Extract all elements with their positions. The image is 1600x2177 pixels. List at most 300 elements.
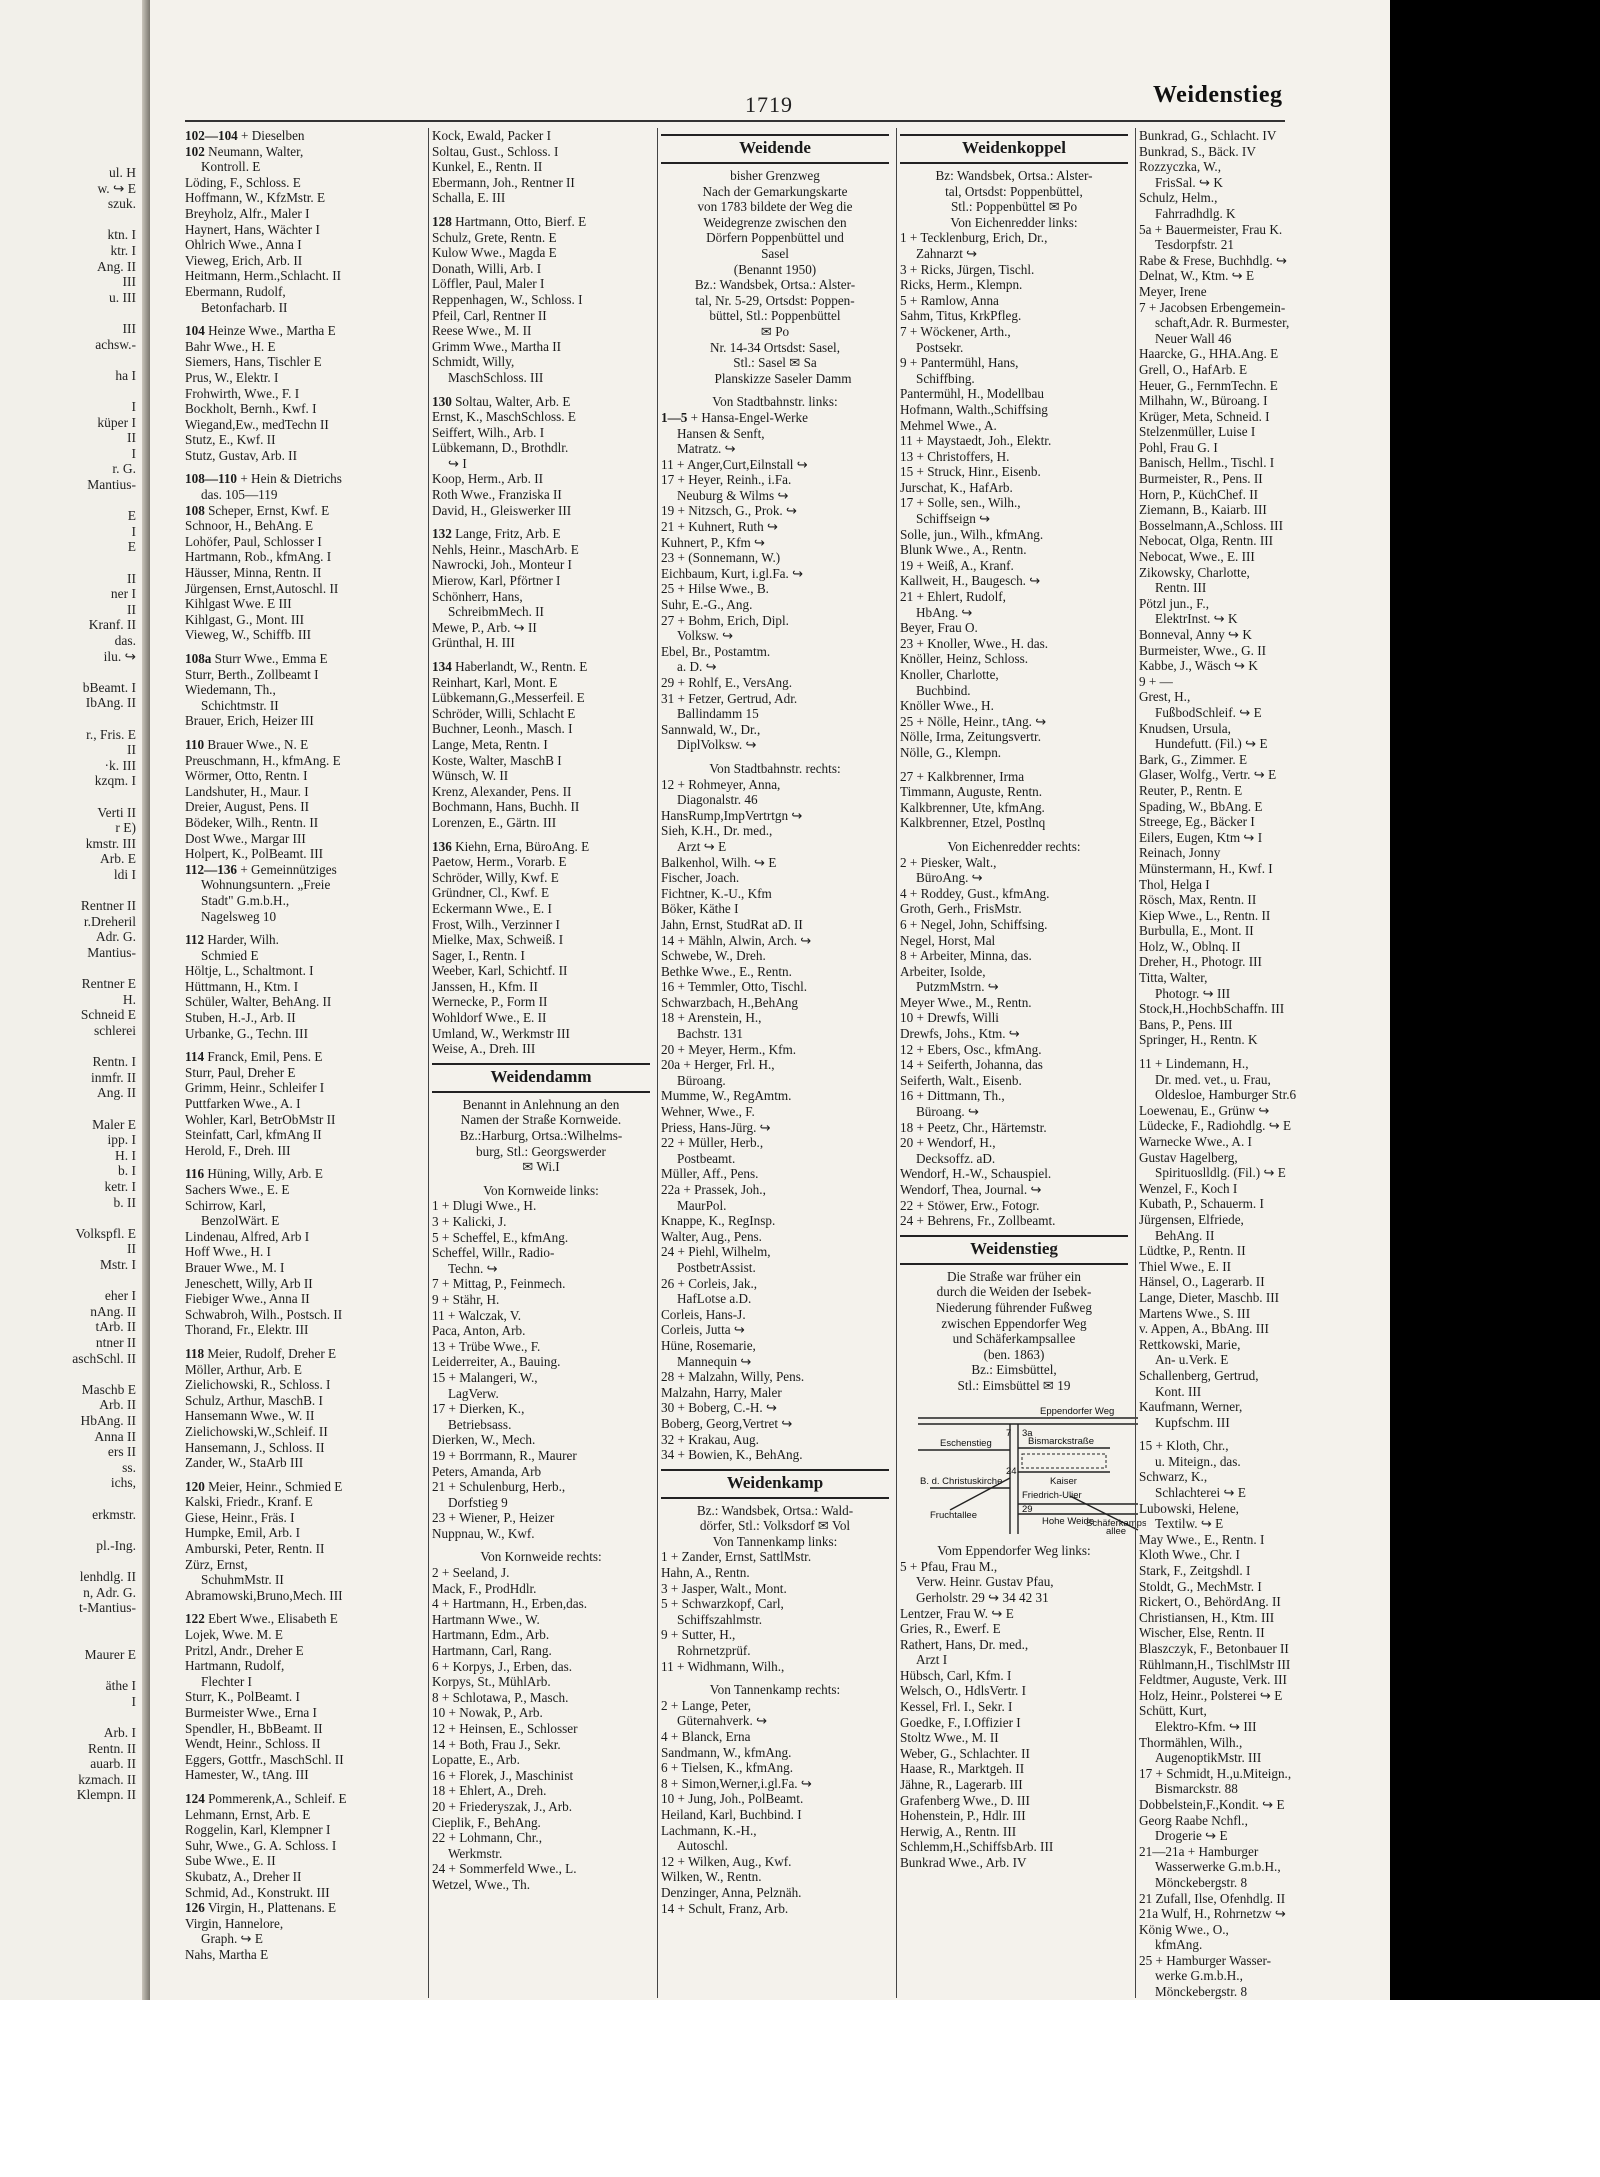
resident-entry: 20a + Herger, Frl. H., [661,1057,775,1073]
resident-entry: Ziemann, B., Kaiarb. III [1139,502,1267,518]
sliver-line: ketr. I [104,1179,136,1194]
street-heading: Weidenstieg [900,1235,1128,1265]
resident-entry: Schmid, Ad., Konstrukt. III [185,1884,330,1900]
resident-entry: Möller, Arthur, Arb. E [185,1361,302,1377]
spacer [185,924,421,932]
sliver-line: b. I [118,1163,136,1179]
resident-entry: 9 + — [1139,673,1173,689]
resident-entry: Lübkemann,G.,Messerfeil. E [432,690,585,706]
sliver-line: tArb. II [95,1319,136,1335]
sliver-line: Anna II [94,1428,136,1444]
map-label: Friedrich-Ulier [1022,1489,1082,1501]
resident-entry: Jeneschett, Willy, Arb II [185,1275,313,1291]
resident-entry: 22a + Prassek, Joh., [661,1182,766,1197]
resident-entry: 5 + Pfau, Frau M., [900,1558,998,1574]
resident-entry: Bunkrad, G., Schlacht. IV [1139,128,1277,143]
resident-entry: HafLotse a.D. [677,1291,752,1307]
resident-entry: Schnoor, H., BehAng. E [185,518,314,534]
house-number-entry: 108—110 + Hein & Dietrichs [185,471,342,487]
resident-entry: 24 + Behrens, Fr., Zollbeamt. [900,1213,1056,1229]
sliver-line: ha I [115,367,136,383]
resident-entry: 3 + Kalicki, J. [432,1214,507,1229]
resident-entry: 21 Zufall, Ilse, Ofenhdlg. II [1139,1890,1286,1906]
street-note: dörfer, Stl.: Volksdorf ✉ Vol [699,1518,851,1534]
resident-entry: 2 + Seeland, J. [432,1565,510,1581]
resident-entry: Herold, F., Dreh. III [185,1142,291,1158]
street-heading: Weidende [661,134,889,164]
resident-entry: PutzmMstrn. ↪ [916,979,999,995]
resident-entry: Pantermühl, H., Modellbau [900,386,1044,402]
resident-entry: Weise, A., Dreh. III [432,1041,536,1057]
resident-entry: Hansemann, J., Schloss. II [185,1439,325,1455]
resident-entry: Schönherr, Hans, [432,588,523,604]
sliver-line: E [127,508,136,524]
resident-entry: Wendorf, H.-W., Schauspiel. [900,1166,1052,1182]
resident-entry: Stoldt, G., MechMstr. I [1139,1578,1262,1594]
street-note: Stl.: Sasel ✉ Sa [733,355,817,371]
resident-entry: u. Miteign., das. [1155,1453,1241,1469]
resident-entry: 11 + Anger,Curt,Eilnstall ↪ [661,456,808,472]
street-note: Von Eichenredder rechts: [947,838,1081,854]
resident-entry: Suhr, E.-G., Ang. [661,597,753,613]
street-note: (Benannt 1950) [733,261,817,277]
resident-entry: Mierow, Karl, Pförtner I [432,573,561,589]
resident-entry: Reppenhagen, W., Schloss. I [432,291,583,307]
street-note: Von Stadtbahnstr. rechts: [709,760,841,776]
resident-entry: Lorenzen, E., Gärtn. III [432,814,557,830]
resident-entry: Textilw. ↪ E [1155,1516,1224,1532]
resident-entry: Wünsch, W. II [432,768,509,784]
resident-entry: Rathert, Hans, Dr. med., [900,1636,1029,1652]
resident-entry: Fischer, Joach. [661,870,740,886]
resident-entry: Jahn, Ernst, StudRat aD. II [661,916,803,932]
resident-entry: 1 + Dlugi Wwe., H. [432,1198,537,1214]
resident-entry: 12 + Wilken, Aug., Kwf. [661,1853,792,1869]
resident-entry: 23 + Knoller, Wwe., H. das. [900,635,1049,651]
resident-entry: Kubath, P., Schauerm. I [1139,1196,1264,1212]
resident-entry: Rösch, Max, Rentn. II [1139,892,1257,908]
resident-entry: Löding, F., Schloss. E [185,174,301,190]
house-number-entry: 122 Ebert Wwe., Elisabeth E [185,1611,338,1627]
resident-entry: Beyer, Frau O. [900,620,978,636]
resident-entry: Autoschl. [677,1838,728,1854]
book-gutter [142,0,150,2000]
resident-entry: Lüdtke, P., Rentn. II [1139,1243,1246,1259]
resident-entry: Abramowski,Bruno,Mech. III [185,1587,343,1603]
resident-entry: Stoltz Wwe., M. II [900,1730,999,1746]
resident-entry: Frost, Wilh., Verzinner I [432,916,560,932]
resident-entry: 34 + Bowien, K., BehAng. [661,1447,803,1463]
resident-entry: Hartmann, Rob., kfmAng. I [185,549,332,565]
resident-entry: 5 + Scheffel, E., kfmAng. [432,1229,569,1245]
header-rule [185,120,1285,122]
resident-entry: Koste, Walter, MaschB I [432,752,562,768]
resident-entry: Breyholz, Alfr., Maler I [185,205,310,221]
resident-entry: Schiffseign ↪ [916,511,991,527]
street-note: ✉ Wi.I [522,1159,560,1175]
resident-entry: Sieh, K.H., Dr. med., [661,823,773,839]
street-note: ✉ Po [760,323,790,339]
sliver-line: Kranf. II [88,617,136,633]
resident-entry: Schwarzbach, H.,BehAng [661,994,798,1010]
resident-entry: Spading, W., BbAng. E [1139,798,1263,814]
resident-entry: Weeber, Karl, Schichtf. II [432,963,568,979]
resident-entry: Hübsch, Carl, Kfm. I [900,1667,1012,1683]
sliver-line: Maler E [92,1116,136,1132]
house-number-entry: 102 Neumann, Walter, [185,143,304,159]
sliver-line: HbAng. II [80,1413,136,1428]
resident-entry: Dreier, August, Pens. II [185,799,309,815]
resident-entry: Hundefutt. (Fil.) ↪ E [1155,736,1268,752]
street-note: zwischen Eppendorfer Weg [941,1315,1087,1331]
sliver-line: Adr. G. [95,929,136,945]
resident-entry: Hartmann, Edm., Arb. [432,1627,550,1643]
resident-entry: Knudsen, Ursula, [1139,720,1231,736]
house-number-entry: 136 Kiehn, Erna, BüroAng. E [432,838,590,854]
column-divider [1135,128,1136,1998]
resident-entry: Loewenau, E., Grünw ↪ [1139,1102,1270,1118]
resident-entry: Urbanke, G., Techn. III [185,1025,308,1041]
sliver-line: Rentn. II [88,1740,136,1756]
resident-entry: Warnecke Wwe., A. I [1139,1134,1252,1149]
resident-entry: Seiffert, Wilh., Arb. I [432,424,545,440]
resident-entry: Hänsel, O., Lagerarb. II [1139,1274,1265,1290]
resident-entry: Lojek, Wwe. M. E [185,1627,283,1643]
resident-entry: König Wwe., O., [1139,1921,1229,1937]
resident-entry: Rabe & Frese, Buchhdlg. ↪ [1139,252,1288,268]
resident-entry: Hansen & Senft, [677,425,765,441]
resident-entry: 22 + Lohmann, Chr., [432,1830,543,1846]
sliver-line: E [127,539,136,555]
resident-entry: Martens Wwe., S. III [1139,1305,1251,1321]
street-note: Sasel [761,245,789,261]
resident-entry: Prus, W., Elektr. I [185,369,279,385]
sliver-line: auarb. II [90,1756,136,1772]
resident-entry: May Wwe., E., Rentn. I [1139,1531,1265,1547]
column-3 [661,128,889,1916]
resident-entry: Reinhart, Karl, Mont. E [432,674,558,690]
resident-entry: Korpys, St., MühlArb. [432,1674,551,1690]
resident-entry: 2 + Piesker, Walt., [900,854,997,870]
spacer [432,386,650,394]
street-note: und Schäferkampsallee [952,1331,1076,1347]
running-head: Weidenstieg [1153,82,1283,108]
resident-entry: 1 + Tecklenburg, Erich, Dr., [900,230,1048,246]
sliver-line: ntner II [95,1335,136,1350]
resident-entry: Schichtmstr. II [201,697,279,713]
resident-entry: Bunkrad, S., Bäck. IV [1139,143,1256,159]
resident-entry: Feldtmer, Auguste, Verk. III [1139,1672,1287,1688]
resident-entry: Walter, Aug., Pens. [661,1228,762,1244]
resident-entry: Bödeker, Wilh., Rentn. II [185,814,319,830]
resident-entry: Büroang. [677,1072,726,1088]
spacer [185,729,421,737]
resident-entry: Dorfstieg 9 [448,1494,508,1510]
street-heading: Weidenkamp [661,1469,889,1499]
street-sketch-map [910,1400,1146,1534]
street-note: Bz.: Wandsbek, Ortsa.: Alster- [694,277,856,293]
house-number-entry: 110 Brauer Wwe., N. E [185,736,309,752]
spacer [185,643,421,651]
resident-entry: 16 + Florek, J., Maschinist [432,1767,574,1783]
sliver-line: Arb. E [100,851,136,867]
resident-entry: Schirrow, Karl, [185,1197,266,1213]
resident-entry: Siemers, Hans, Tischler E [185,354,322,370]
resident-entry: Ballindamm 15 [677,706,759,722]
resident-entry: Wasserwerke G.m.b.H., [1155,1859,1281,1875]
sliver-line: inmfr. II [91,1069,136,1085]
resident-entry: Skubatz, A., Dreher II [185,1868,302,1884]
resident-entry: 27 + Kalkbrenner, Irma [900,768,1025,784]
resident-entry: Bosselmann,A.,Schloss. III [1139,517,1283,533]
resident-entry: Herwig, A., Rentn. III [900,1823,1017,1839]
spacer [1139,1430,1364,1438]
resident-entry: 16 + Dittmann, Th., [900,1088,1005,1104]
resident-entry: Schlemm,H.,SchiffsbArb. III [900,1839,1054,1855]
resident-entry: ElektrInst. ↪ K [1155,611,1238,627]
sliver-line: Schneid E [80,1007,136,1023]
sliver-line: das. [114,633,136,648]
spacer [432,518,650,526]
sliver-line: ichs, [110,1475,136,1491]
sliver-line: ss. [122,1459,136,1475]
resident-entry: Bunkrad Wwe., Arb. IV [900,1855,1027,1870]
resident-entry: 21a Wulf, H., Rohrnetzw ↪ [1139,1906,1286,1922]
resident-entry: Stark, F., Zeitgshdl. I [1139,1563,1251,1579]
resident-entry: Cieplik, F., BehAng. [432,1814,541,1830]
resident-entry: Streege, Eg., Bäcker I [1139,814,1255,830]
sliver-line: ers II [107,1444,136,1460]
sliver-line: nAng. II [90,1303,136,1319]
resident-entry: 12 + Ebers, Osc., kfmAng. [900,1041,1042,1057]
resident-entry: Holpert, K., PolBeamt. III [185,846,324,862]
resident-entry: Wendorf, Thea, Journal. ↪ [900,1182,1042,1197]
spacer [185,1783,421,1791]
resident-entry: Lopatte, E., Arb. [432,1752,520,1768]
resident-entry: 18 + Arenstein, H., [661,1010,762,1026]
resident-entry: Schwebe, W., Dreh. [661,948,766,964]
street-note: (ben. 1863) [983,1346,1045,1362]
map-label: B. d. Christuskirche [920,1475,1003,1487]
street-note: Von Kornweide links: [483,1182,599,1198]
resident-entry: FußbodSchleif. ↪ E [1155,704,1262,720]
resident-entry: 18 + Ehlert, A., Dreh. [432,1783,547,1799]
resident-entry: Leiderreiter, A., Bauing. [432,1354,561,1370]
resident-entry: Nebocat, Olga, Rentn. III [1139,533,1274,549]
resident-entry: 11 + Widhmann, Wilh., [661,1658,785,1674]
resident-entry: Hohenstein, P., Hdlr. III [900,1808,1026,1824]
street-note: Namen der Straße Kornweide. [460,1112,622,1128]
map-rail-marking [1022,1454,1106,1468]
spacer [900,761,1128,769]
resident-entry: Dobbelstein,F.,Kondit. ↪ E [1139,1796,1285,1812]
sliver-line: kzqm. I [94,773,136,789]
resident-entry: 32 + Krakau, Aug. [661,1431,759,1447]
resident-entry: 12 + Heinsen, E., Schlosser [432,1721,578,1736]
resident-entry: Höltje, L., Schaltmont. I [185,963,314,979]
resident-entry: Schwabroh, Wilh., Postsch. II [185,1306,343,1322]
resident-entry: Vieweg, W., Schiffb. III [185,627,312,643]
resident-entry: 25 + Hilse Wwe., B. [661,581,769,597]
resident-entry: Arbeiter, Isolde, [900,963,986,979]
sliver-line: b. II [113,1194,136,1210]
resident-entry: ↪ I [448,455,467,471]
street-note: Dörfern Poppenbüttel und [706,230,844,246]
resident-entry: Burmeister Wwe., Erna I [185,1705,317,1720]
spacer [661,1674,889,1682]
house-number-entry: 126 Virgin, H., Plattenans. E [185,1900,337,1916]
resident-entry: Boberg, Georg,Vertret ↪ [661,1415,793,1431]
resident-entry: 16 + Temmler, Otto, Tischl. [661,979,808,995]
resident-entry: 6 + Negel, John, Schiffsing. [900,916,1048,932]
resident-entry: 19 + Weiß, A., Kranf. [900,557,1014,573]
resident-entry: Nuppnau, W., Kwf. [432,1525,535,1541]
resident-entry: Mehmel Wwe., A. [900,417,997,433]
house-number-entry: 118 Meier, Rudolf, Dreher E [185,1345,337,1361]
resident-entry: Sahm, Titus, KrkPfleg. [900,308,1022,324]
resident-entry: 5a + Bauermeister, Frau K. [1139,221,1283,237]
spacer [432,831,650,839]
resident-entry: 11 + Maystaedt, Joh., Elektr. [900,433,1052,449]
resident-entry: Werkmstr. [448,1845,503,1861]
sliver-line: Rentn. I [92,1054,136,1070]
sliver-line: I [131,399,136,414]
house-number-entry: 120 Meier, Heinr., Schmied E [185,1478,343,1494]
map-label: Hohe Weide [1042,1515,1095,1527]
resident-entry: Lindenau, Alfred, Arb I [185,1228,310,1244]
resident-entry: Schiffbing. [916,370,975,386]
spacer [661,753,889,761]
street-note: Bz.: Wandsbek, Ortsa.: Wald- [696,1502,854,1518]
resident-entry: Wiedemann, Th., [185,682,276,698]
resident-entry: Sturr, Paul, Dreher E [185,1064,296,1080]
resident-entry: Reese Wwe., M. II [432,323,532,339]
resident-entry: Krenz, Alexander, Pens. II [432,783,572,799]
resident-entry: Pfeil, Carl, Rentner II [432,307,547,323]
spacer [661,386,889,394]
resident-entry: LagVerw. [448,1385,499,1401]
house-number-entry: 112—136 + Gemeinnütziges [185,861,337,877]
resident-entry: Wohler, Karl, BetrObMstr II [185,1111,336,1127]
resident-entry: das. 105—119 [201,487,278,503]
sliver-line: w. ↪ E [97,180,136,196]
resident-entry: DiplVolksw. ↪ [677,737,757,753]
resident-entry: Stadt" G.m.b.H., [201,892,290,908]
resident-entry: Kessel, Frl. I., Sekr. I [900,1699,1013,1715]
resident-entry: Puttfarken Wwe., A. I [185,1096,301,1112]
resident-entry: Jurschat, K., HafArb. [900,479,1013,495]
resident-entry: Corleis, Jutta ↪ [661,1322,745,1338]
sliver-line: kmstr. III [85,835,136,851]
resident-entry: Schröder, Willy, Kwf. E [432,869,559,885]
street-note: Von Tannenkamp links: [712,1533,838,1549]
map-label: allee [1106,1525,1127,1534]
sliver-line: III [122,321,136,336]
resident-entry: Wendt, Heinr., Schloss. II [185,1736,321,1752]
resident-entry: Hartmann, Rudolf, [185,1658,285,1674]
resident-entry: Georg Raabe Nchfl., [1139,1812,1248,1828]
resident-entry: Kont. III [1155,1383,1202,1399]
resident-entry: Rühlmann,H., TischlMstr III [1139,1656,1291,1672]
street-note: Bz: Wandsbek, Ortsa.: Alster- [935,168,1093,183]
resident-entry: 30 + Boberg, C.-H. ↪ [661,1400,778,1416]
street-note: durch die Weiden der Isebek- [936,1284,1092,1300]
resident-entry: 13 + Christoffers, H. [900,448,1010,464]
resident-entry: Eichbaum, Kurt, i.gl.Fa. ↪ [661,565,804,581]
resident-entry: 9 + Stähr, H. [432,1291,500,1307]
sliver-line: Arb. II [99,1397,136,1413]
resident-entry: Lubowski, Helene, [1139,1500,1239,1516]
resident-entry: Horn, P., KüchChef. II [1139,486,1259,502]
resident-entry: 17 + Solle, sen., Wilh., [900,495,1021,511]
resident-entry: Knappe, K., RegInsp. [661,1213,776,1229]
sliver-line: IbAng. II [85,695,136,711]
sliver-line: äthe I [105,1678,136,1694]
resident-entry: Stuben, H.-J., Arb. II [185,1010,296,1026]
resident-entry: Groth, Gerh., FrisMstr. [900,901,1022,917]
resident-entry: Sannwald, W., Dr., [661,721,761,737]
street-note: büttel, Stl.: Poppenbüttel [709,308,841,324]
resident-entry: Burbulla, E., Mont. II [1139,923,1254,939]
house-number-entry: 104 Heinze Wwe., Martha E [185,323,336,339]
resident-entry: Gründner, Cl., Kwf. E [432,885,550,901]
sliver-line: ipp. I [107,1132,136,1148]
resident-entry: Titta, Walter, [1139,970,1208,986]
resident-entry: 11 + Lindemann, H., [1139,1056,1249,1072]
resident-entry: 21 + Kuhnert, Ruth ↪ [661,519,779,535]
resident-entry: Kiep Wwe., L., Rentn. II [1139,907,1271,923]
resident-entry: Gries, R., Ewerf. E [900,1621,1001,1637]
resident-entry: 1 + Zander, Ernst, SattlMstr. [661,1549,812,1565]
house-number-entry: 112 Harder, Wilh. [185,932,279,948]
column-4 [900,128,1146,1871]
house-number-entry: 1—5 + Hansa-Engel-Werke [661,409,808,425]
column-divider [428,128,429,1998]
resident-entry: Pötzl jun., F., [1139,595,1210,611]
resident-entry: 4 + Roddey, Gust., kfmAng. [900,885,1050,901]
resident-entry: 20 + Wendorf, H., [900,1135,996,1151]
resident-entry: Drogerie ↪ E [1155,1828,1228,1844]
house-number-entry: 108a Sturr Wwe., Emma E [185,651,328,666]
resident-entry: 7 + Jacobsen Erbengemein- [1139,299,1286,315]
resident-entry: 19 + Nitzsch, G., Prok. ↪ [661,503,798,519]
resident-entry: 9 + Pantermühl, Hans, [900,355,1019,371]
resident-entry: Stelzenmüller, Luise I [1139,424,1256,440]
sliver-line: Mantius- [87,945,136,960]
resident-entry: Sube Wwe., E. II [185,1853,276,1869]
sliver-line: szuk. [107,196,136,212]
resident-entry: v. Appen, A., BbAng. III [1139,1321,1269,1337]
street-note: Bz.:Harburg, Ortsa.:Wilhelms- [459,1128,623,1144]
house-number-entry: 128 Hartmann, Otto, Bierf. E [432,213,587,229]
spacer [432,1541,650,1549]
resident-entry: Thol, Helga I [1139,876,1210,892]
resident-entry: Wohldorf Wwe., E. II [432,1010,547,1026]
resident-entry: Suhr, Wwe., G. A. Schloss. I [185,1837,337,1853]
sliver-line: lenhdlg. II [79,1569,136,1584]
street-note: Nr. 14-34 Ortsdst: Sasel, [709,339,841,355]
resident-entry: Postsekr. [916,339,964,355]
spacer [432,651,650,659]
resident-entry: 7 + Wöckener, Arth., [900,323,1011,339]
resident-entry: Dreher, H., Photogr. III [1139,954,1262,970]
resident-entry: Gustav Hagelberg, [1139,1149,1238,1165]
resident-entry: Burmeister, R., Pens. II [1139,471,1263,487]
map-label: 24 [1006,1465,1017,1477]
resident-entry: 9 + Sutter, H., [661,1627,736,1643]
sliver-line: küper I [97,414,136,430]
column-divider [896,128,897,1998]
